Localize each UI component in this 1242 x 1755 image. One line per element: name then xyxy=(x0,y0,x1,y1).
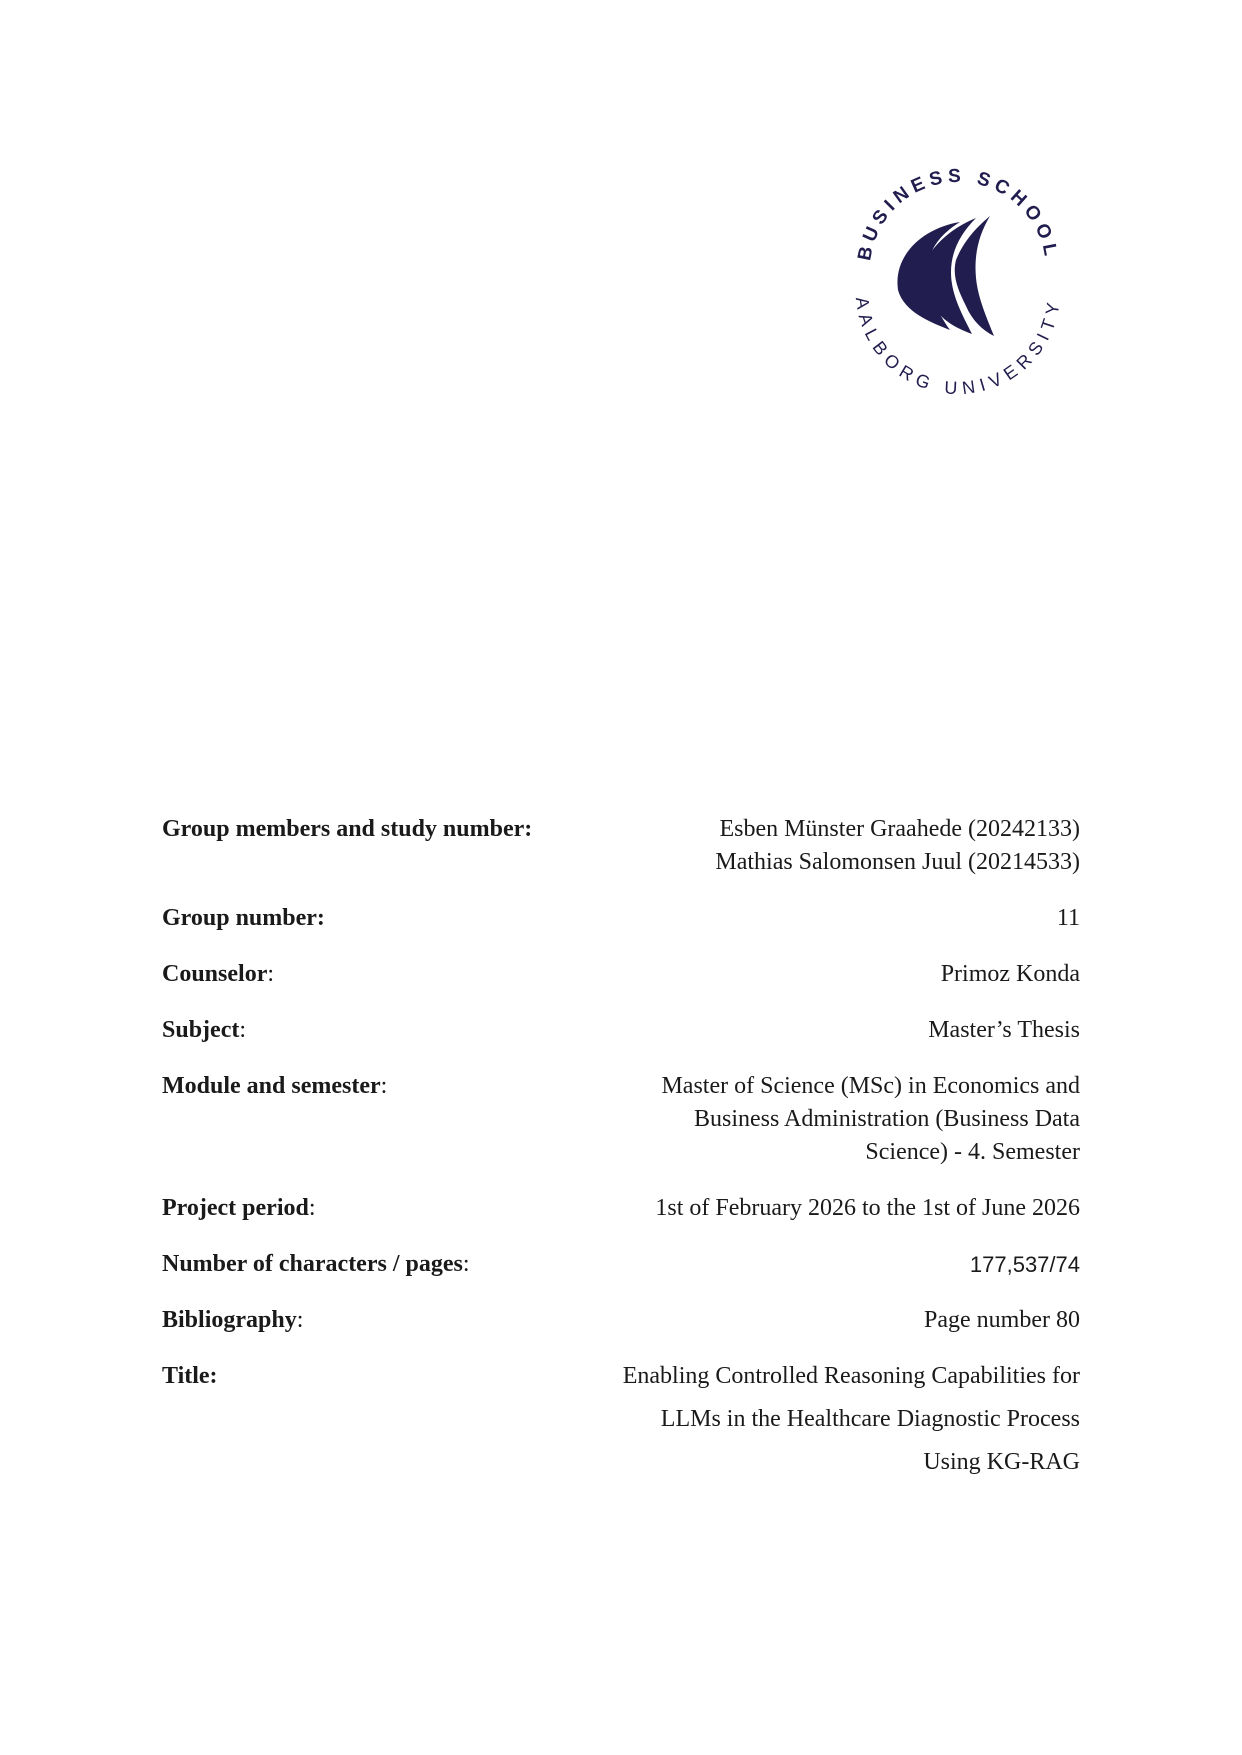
subject-label-wrap xyxy=(162,1014,246,1047)
module-line: Business Administration (Business Data xyxy=(694,1106,1080,1132)
biblio-colon: : xyxy=(296,1307,304,1333)
counselor-value: Primoz Konda xyxy=(940,961,1080,987)
group-number-value: 11 xyxy=(1056,905,1080,931)
members-label: Group members and study number: xyxy=(162,816,533,842)
subject-colon: : xyxy=(239,1017,247,1043)
module-line: Master of Science (MSc) in Economics and xyxy=(661,1073,1080,1099)
biblio-label: Bibliography xyxy=(162,1307,297,1333)
title-line: Enabling Controlled Reasoning Capabilities for xyxy=(622,1363,1080,1389)
bibliography-row xyxy=(162,1304,1080,1337)
chars-label: Number of characters / pages xyxy=(162,1251,463,1277)
chars-colon: : xyxy=(462,1251,470,1277)
member-line: Mathias Salomonsen Juul (20214533) xyxy=(715,849,1080,875)
biblio-label-wrap xyxy=(162,1304,303,1337)
module-value xyxy=(661,1070,1080,1169)
group-number-row xyxy=(162,902,1080,935)
title-line: LLMs in the Healthcare Diagnostic Process xyxy=(660,1406,1080,1432)
subject-row xyxy=(162,1014,1080,1047)
subject-label: Subject xyxy=(162,1017,240,1043)
logo-flame-icon xyxy=(897,216,994,336)
chars-value: 177,537/74 xyxy=(969,1252,1080,1277)
period-value: 1st of February 2026 to the 1st of June 2026 xyxy=(655,1195,1080,1221)
module-line: Science) - 4. Semester xyxy=(865,1139,1080,1165)
group-number-label: Group number: xyxy=(162,905,325,931)
title-value xyxy=(623,1355,1080,1484)
title-row xyxy=(162,1360,1080,1484)
svg-text:BUSINESS SCHOOL xyxy=(854,166,1061,262)
aau-business-school-logo xyxy=(838,160,1078,400)
period-label: Project period xyxy=(162,1195,309,1221)
project-period-row xyxy=(162,1192,1080,1225)
module-semester-row xyxy=(162,1070,1080,1169)
module-colon: : xyxy=(380,1073,388,1099)
logo-bottom-text: AALBORG UNIVERSITY xyxy=(851,295,1065,399)
counselor-label-wrap xyxy=(162,958,274,991)
title-label: Title: xyxy=(162,1363,218,1389)
module-label-wrap xyxy=(162,1070,387,1103)
characters-pages-row xyxy=(162,1248,1080,1281)
counselor-label: Counselor xyxy=(162,961,268,987)
logo-seal-icon xyxy=(838,160,1078,400)
member-line: Esben Münster Graahede (20242133) xyxy=(719,816,1080,842)
biblio-value: Page number 80 xyxy=(924,1307,1080,1333)
period-colon: : xyxy=(308,1195,316,1221)
thesis-info-table xyxy=(162,813,1080,1484)
chars-label-wrap xyxy=(162,1248,470,1281)
logo-top-text: BUSINESS SCHOOL xyxy=(854,165,1062,263)
counselor-colon: : xyxy=(267,961,275,987)
period-label-wrap xyxy=(162,1192,316,1225)
counselor-row xyxy=(162,958,1080,991)
members-row xyxy=(162,813,1080,879)
members-value xyxy=(715,813,1080,879)
module-label: Module and semester xyxy=(162,1073,381,1099)
title-line: Using KG-RAG xyxy=(923,1449,1080,1475)
subject-value: Master’s Thesis xyxy=(928,1017,1080,1043)
